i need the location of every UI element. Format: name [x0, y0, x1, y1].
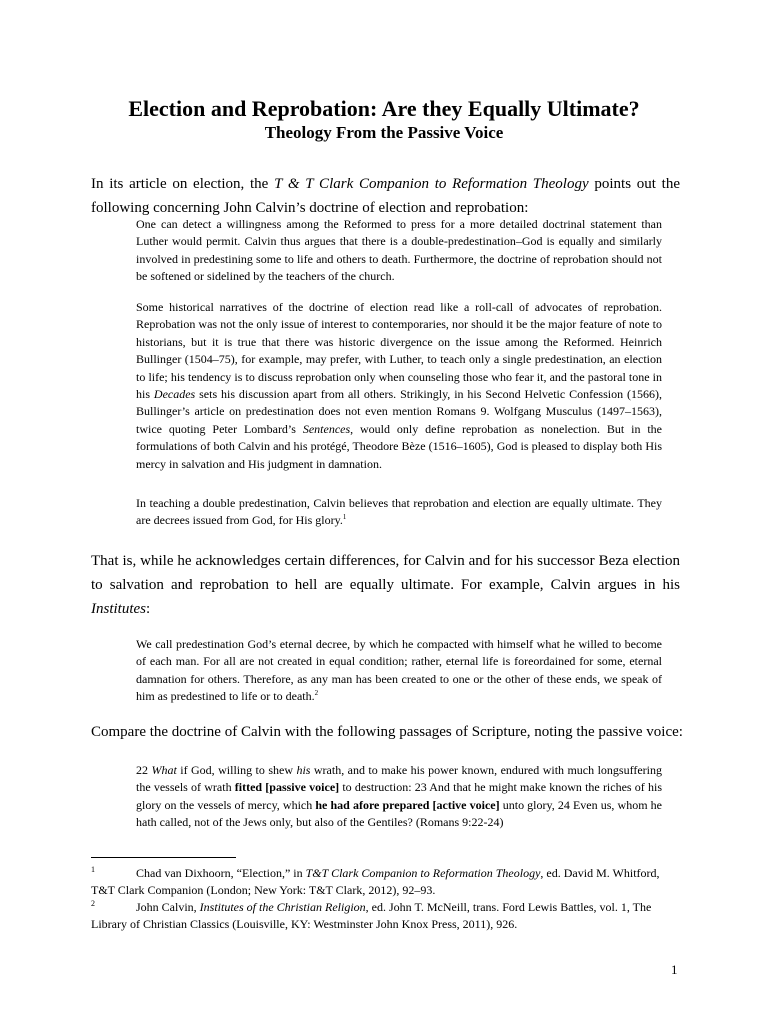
quote-3-scripture: 22 What if God, willing to shew his wrath, and to make his power known, endured with much longsuffering the vessels of wrath fitted [passive voice] to destruction: 23 And that he might make known the riches of his glory on the vessels of mercy, which he had afore prepared [active voice] unto glory, 24 Even us, whom he hath called, not of the Jews only, but also of the Gentiles? (Romans 9:22-24)	[136, 763, 662, 830]
page-number: 1	[671, 962, 678, 977]
paragraph-2: That is, while he acknowledges certain differences, for Calvin and for his successor Beza election to salvation and reprobation to hell are equally ultimate. For example, Calvin argues in his Institutes:	[91, 553, 680, 617]
footnote-ref-2[interactable]: 2	[314, 689, 319, 698]
footnote-ref-1[interactable]: 1	[342, 513, 347, 522]
quote-1-paragraph-1: One can detect a willingness among the Reformed to press for a more detailed doctrinal statement than Luther would permit. Calvin thus argues that there is a double-predestination‒God is equally and similarly involved in predestining some to life and others to death. Furthermore, the doctrine of reprobation should not be softened or sidelined by the teachers of the church.	[136, 217, 662, 284]
footnote-1: 1 Chad van Dixhoorn, “Election,” in T&T Clark Companion to Reformation Theology, ed. David M. Whitford, T&T Clark Companion (London; New York: T&T Clark, 2012), 92–93.	[91, 865, 660, 898]
document-title: Election and Reprobation: Are they Equally Ultimate?	[128, 96, 640, 121]
paragraph-3: Compare the doctrine of Calvin with the following passages of Scripture, noting the passive voice:	[91, 724, 683, 740]
intro-paragraph: In its article on election, the T & T Clark Companion to Reformation Theology points out the following concerning John Calvin’s doctrine of election and reprobation:	[91, 176, 680, 216]
quote-1-paragraph-2: Some historical narratives of the doctrine of election read like a roll-call of advocates of reprobation. Reprobation was not the only issue of interest to contemporaries, nor should it be the major feature of note to historians, but it is true that there was historic divergence on the issue among the Reformed. Heinrich Bullinger (1504–75), for example, may prefer, with Luther, to teach only a single predestination, an election to life; his tendency is to discuss reprobation only when counseling those who fear it, and the pastoral tone in his Decades sets his discussion apart from all others. Strikingly, in his Second Helvetic Confession (1566), Bullinger’s article on predestination does not even mention Romans 9. Wolfgang Musculus (1497–1563), twice quoting Peter Lombard’s Sentences, would only define reprobation as nonelection. But in the formulations of both Calvin and his protégé, Theodore Bèze (1516–1605), God is pleased to display both His mercy in salvation and His judgment in damnation.	[136, 300, 662, 471]
book-title: T & T Clark Companion to Reformation Theology	[274, 176, 589, 192]
quote-2: We call predestination God’s eternal decree, by which he compacted with himself what he willed to become of each man. For all are not created in equal condition; rather, eternal life is foreordained for some, eternal damnation for others. Therefore, as any man has been created to one or the other of these ends, we speak of him as predestined to life or to death.$^2$	[136, 637, 662, 704]
footnote-2: 2 John Calvin, Institutes of the Christian Religion, ed. John T. McNeill, trans. Ford Lewis Battles, vol. 1, The Library of Christian Classics (Louisville, KY: Westminster John Knox Press, 2011), 926.	[91, 899, 652, 932]
document-subtitle: Theology From the Passive Voice	[264, 123, 504, 142]
quote-1-paragraph-3: In teaching a double predestination, Calvin believes that reprobation and election are equally ultimate. They are decrees issued from God, for His glory.$^1$	[136, 496, 662, 528]
footnote-separator	[91, 857, 236, 858]
